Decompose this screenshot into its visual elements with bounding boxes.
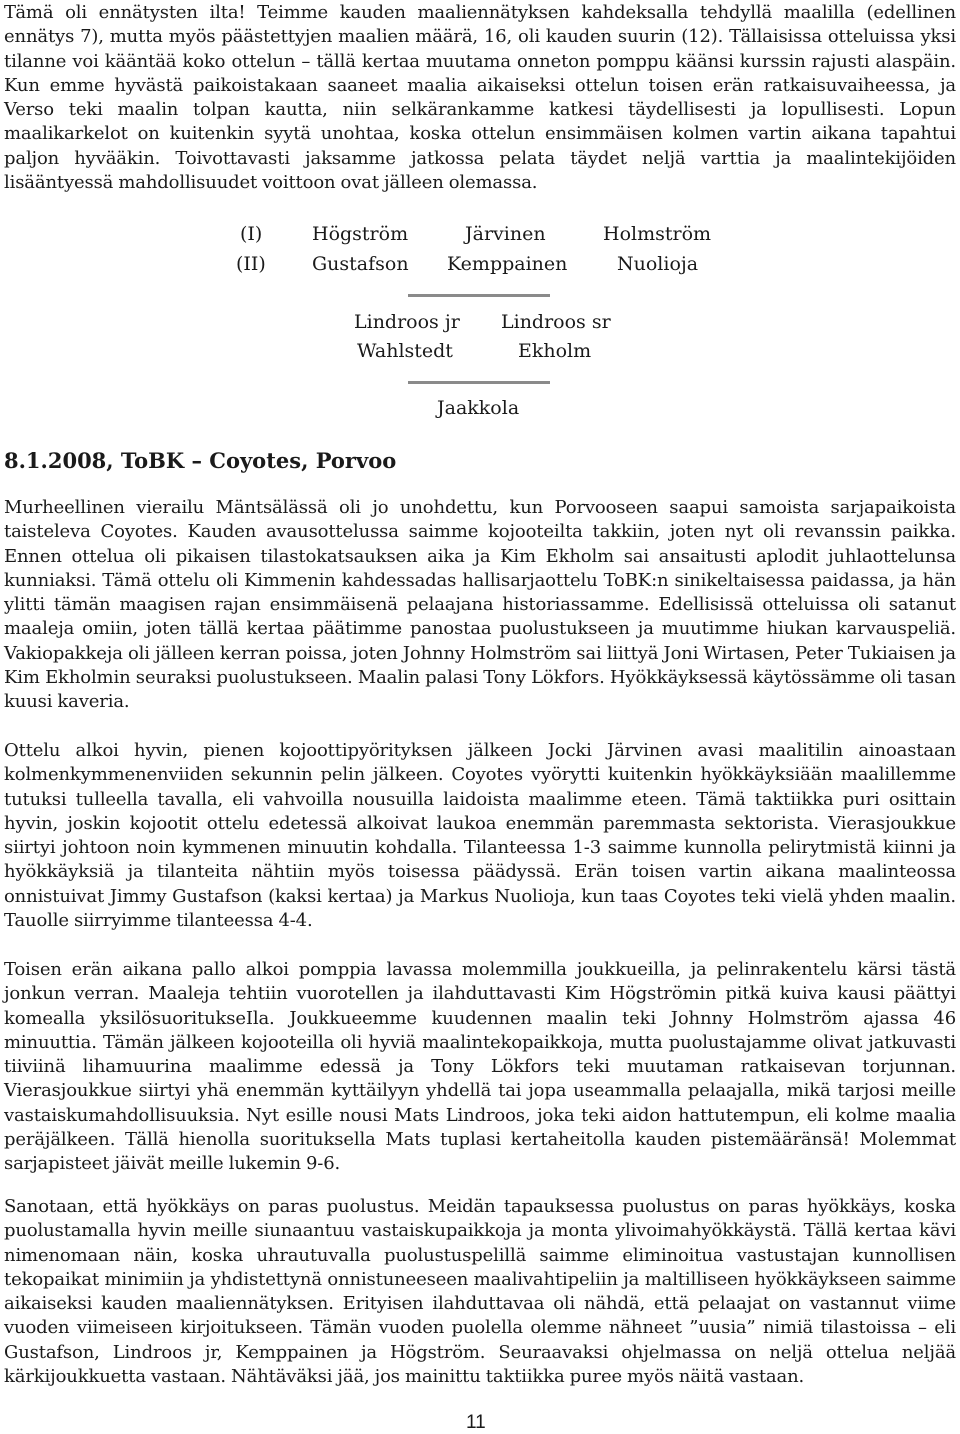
defense2-left: Wahlstedt <box>357 340 453 362</box>
line2-center: Kemppainen <box>447 253 568 275</box>
line1-left: Högström <box>312 223 409 245</box>
line2-right: Nuolioja <box>617 253 699 275</box>
paragraph-2: Ottelu alkoi hyvin, pienen kojoottipyörityksen jälkeen Jocki Järvinen avasi maalitilin ainoastaan kolmenkymmenenviiden sekunnin pelin jälkeen. Coyotes vyörytti kuitenkin hyökkäyksiään maalillemme tutuksi tulleella tavalla, eli vahvoilla nousuilla laidoista maalimme eteen. Tämä taktiikka puri osittain hyvin, joskin kojootit ottelu edetessä alkoivat laukoa enemmän paremmasta sektorista. Vierasjoukkue siirtyi johtoon noin kymmenen minuutin kohdalla. Tilanteessa 1-3 saimme kunnolla pelirytmistä kiinni ja hyökkäyksiä ja tilanteita nähtiin myös toisessa päädyssä. Erän toisen vartin aikana maalinteossa onnistuivat Jimmy Gustafson (kaksi kertaa) ja Markus Nuolioja, kun taas Coyotes teki vielä yhden maalin. Tauolle siirryimme tilanteessa 4-4. <box>4 740 956 932</box>
defense2-right: Ekholm <box>518 340 592 362</box>
defense1-left: Lindroos jr <box>354 311 460 333</box>
paragraph-3: Toisen erän aikana pallo alkoi pomppia lavassa molemmilla joukkueilla, ja pelinrakentelu kärsi tästä jonkun verran. Maaleja tehtiin vuorotellen ja ilahduttavasti Kim Högströmin pitkä kuiva kausi päättyi komealla yksilösuoritukseIla. Joukkueemme kuudennen maalin teki Johnny Holmström ajassa 46 minuuttia. Tämän jälkeen kojooteilla oli hyviä maalintekopaikkoja, mutta puolustajamme olivat jatkuvasti tiiviinä lihamuurina maalimme edessä ja Tony Lökfors teki muutaman ratkaisevan torjunnan. Vierasjoukkue siirtyi yhä enemmän kyttäilyyn yhdellä tai jopa useammalla pelaajalla, mikä tarjosi meille vastaiskumahdollisuuksia. Nyt esille nousi Mats Lindroos, joka teki aidon hattutempun, eli kolme maalia peräjälkeen. Tällä hienolla suorituksella Mats tuplasi kertaheitolla kauden pistemääränsä! Molemmat sarjapisteet jäivät meille lukemin 9-6. <box>4 959 956 1175</box>
line2-label: (II) <box>236 253 266 275</box>
paragraph-4: Sanotaan, että hyökkäys on paras puolustus. Meidän tapauksessa puolustus on paras hyökkäys, koska puolustamalla hyvin meille siunaantuu vastaiskupaikkoja ja monta ylivoimahyökkäystä. Tällä kertaa kävi nimenomaan näin, koska uhrautuvalla puolustuspelillä saimme eliminoitua vastustajan kunnollisen tekopaikat minimiin ja yhdistettynä onnistuneeseen maalivahtipeliin ja maltilliseen hyökkäykseen saimme aikaiseksi kauden maaliennätyksen. Erityisen ilahduttavaa oli nähdä, että pelaajat on vastannut viime vuoden viimeiseen kirjoitukseen. Tämän vuoden puolella olemme nähneet ”uusia” nimiä tilastoissa – eli Gustafson, Lindroos jr, Kemppainen ja Högström. Seuraavaksi ohjelmassa on neljä ottelua neljää kärkijoukkuetta vastaan. Nähtäväksi jää, jos mainittu taktiikka puree myös näitä vastaan. <box>4 1196 956 1388</box>
separator-rule <box>408 381 550 384</box>
page-number: 11 <box>466 1412 486 1433</box>
line1-right: Holmström <box>603 223 712 245</box>
intro-paragraph: Tämä oli ennätysten ilta! Teimme kauden maaliennätyksen kahdeksalla tehdyllä maalilla (edellinen ennätys 7), mutta myös päästettyjen maalien määrä, 16, oli kauden suurin (12). Tällaisissa otteluissa yksi tilanne voi kääntää koko ottelun – tällä kertaa muutama onneton pomppu käänsi kurssin rajusti alaspäin. Kun emme hyvästä paikoistakaan saaneet maalia aikaiseksi ottelun toisen erän ratkaisuvaiheessa, ja Verso teki maalin tolpan kautta, niin selkärankamme katkesi täydellisesti ja lopullisesti. Lopun maalikarkelot on kuitenkin syytä unohtaa, koska ottelun ensimmäisen kolmen vartin aikana tapahtui paljon hyvääkin. Toivottavasti jaksamme jatkossa pelata täydet neljä varttia ja maalintekijöiden lisääntyessä mahdollisuudet voittoon ovat jälleen olemassa. <box>4 2 956 194</box>
goalie-name: Jaakkola <box>437 397 520 419</box>
separator-rule <box>408 294 550 297</box>
match-heading: 8.1.2008, ToBK – Coyotes, Porvoo <box>4 448 397 473</box>
paragraph-1: Murheellinen vierailu Mäntsälässä oli jo unohdettu, kun Porvooseen saapui samoista sarjapaikoista taisteleva Coyotes. Kauden avausottelussa saimme kojooteilta takkiin, joten nyt oli revanssin paikka. Ennen ottelua oli pikaisen tilastokatsauksen aika ja Kim Ekholm sai ansaitusti aplodit juhlaottelunsa kunniaksi. Tämä ottelu oli Kimmenin kahdessadas hallisarjaottelu ToBK:n sinikeltaisessa paidassa, ja hän ylitti tämän maagisen rajan ensimmäisenä pelaajana historiassamme. Edellisissä otteluissa oli satanut maaleja omiin, joten tällä kertaa päätimme panostaa puolustukseen ja muutimme hiukan karvauspeliä. Vakiopakkeja oli jälleen kerran poissa, joten Johnny Holmström sai liittyä Joni Wirtasen, Peter Tukiaisen ja Kim Ekholmin seuraksi puolustukseen. Maalin palasi Tony Lökfors. Hyökkäyksessä käytössämme oli tasan kuusi kaveria. <box>4 497 956 713</box>
defense1-right: Lindroos sr <box>501 311 611 333</box>
line2-left: Gustafson <box>312 253 409 275</box>
line1-center: Järvinen <box>465 223 546 245</box>
line1-label: (I) <box>240 223 263 245</box>
